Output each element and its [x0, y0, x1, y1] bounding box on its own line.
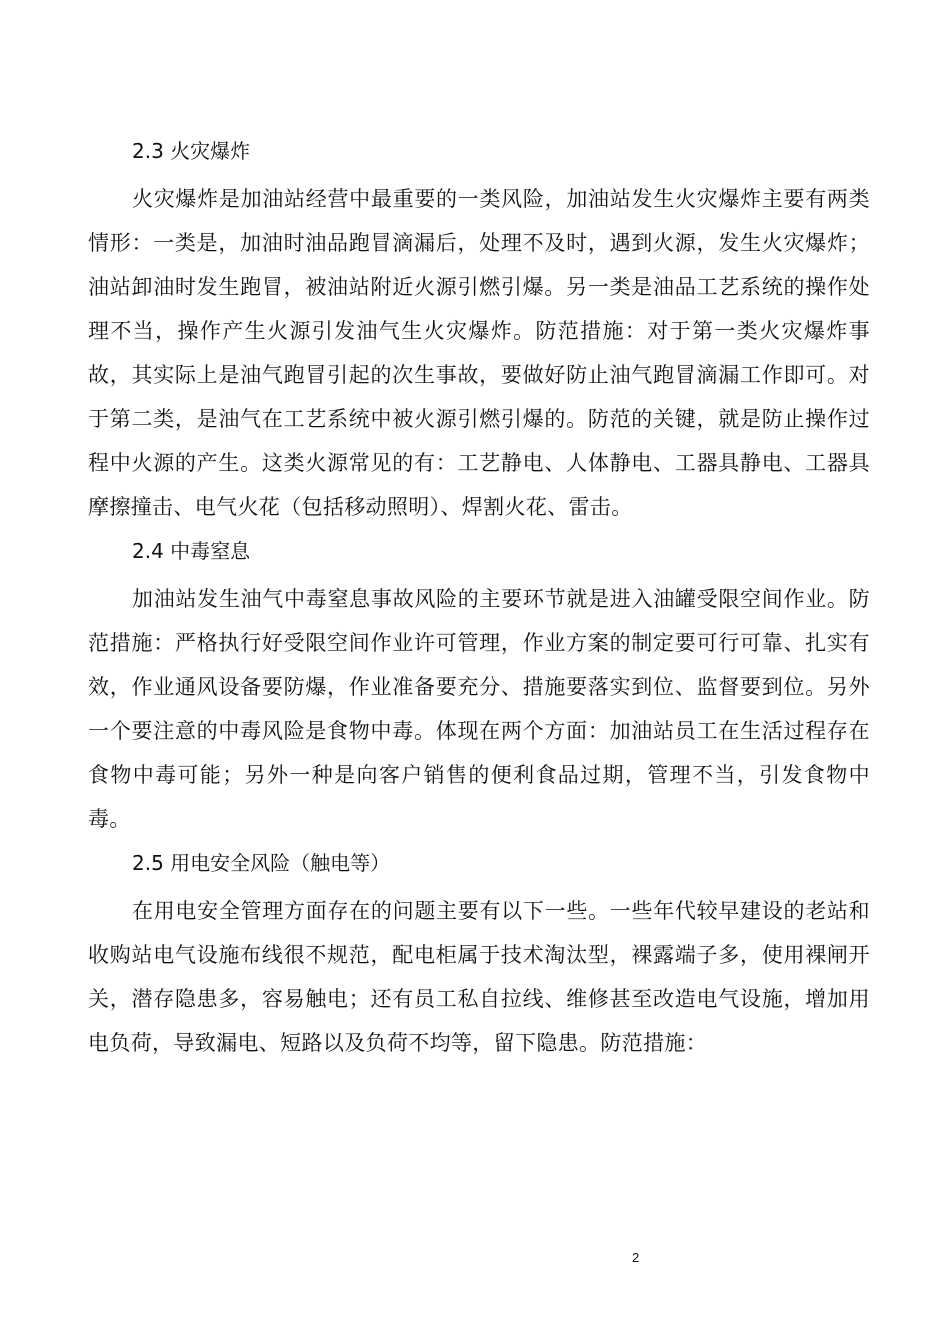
section-body-poisoning-suffocation: 加油站发生油气中毒窒息事故风险的主要环节就是进入油罐受限空间作业。防范措施：严格执行好受限空间作业许可管理，作业方案的制定要可行可靠、扎实有效，作业通风设备要防爆，作业准备要充分、措施要落实到位、监督要到位。另外一个要注意的中毒风险是食物中毒。体现在两个方面：加油站员工在生活过程存在食物中毒可能；另外一种是向客户销售的便利食品过期，管理不当，引发食物中毒。 [88, 587, 870, 831]
section-body-fire-explosion: 火灾爆炸是加油站经营中最重要的一类风险，加油站发生火灾爆炸主要有两类情形：一类是，加油时油品跑冒滴漏后，处理不及时，遇到火源，发生火灾爆炸；油站卸油时发生跑冒，被油站附近火源引燃引爆。另一类是油品工艺系统的操作处理不当，操作产生火源引发油气生火灾爆炸。防范措施：对于第一类火灾爆炸事故，其实际上是油气跑冒引起的次生事故，要做好防止油气跑冒滴漏工作即可。对于第二类，是油气在工艺系统中被火源引燃引爆的。防范的关键，就是防止操作过程中火源的产生。这类火源常见的有：工艺静电、人体静电、工器具静电、工器具摩擦撞击、电气火花（包括移动照明）、焊割火花、雷击。 [88, 187, 870, 519]
section-heading-electrical-safety: 2.5 用电安全风险（触电等） [132, 851, 391, 875]
page-number: 2 [632, 1250, 640, 1265]
section-heading-fire-explosion: 2.3 火灾爆炸 [132, 139, 251, 163]
section-body-electrical-safety: 在用电安全管理方面存在的问题主要有以下一些。一些年代较早建设的老站和收购站电气设施布线很不规范，配电柜属于技术淘汰型，裸露端子多，使用裸闸开关，潜存隐患多，容易触电；还有员工私自拉线、维修甚至改造电气设施，增加用电负荷，导致漏电、短路以及负荷不均等，留下隐患。防范措施： [88, 899, 870, 1055]
section-heading-poisoning-suffocation: 2.4 中毒窒息 [132, 539, 251, 563]
document-body [88, 131, 870, 1065]
